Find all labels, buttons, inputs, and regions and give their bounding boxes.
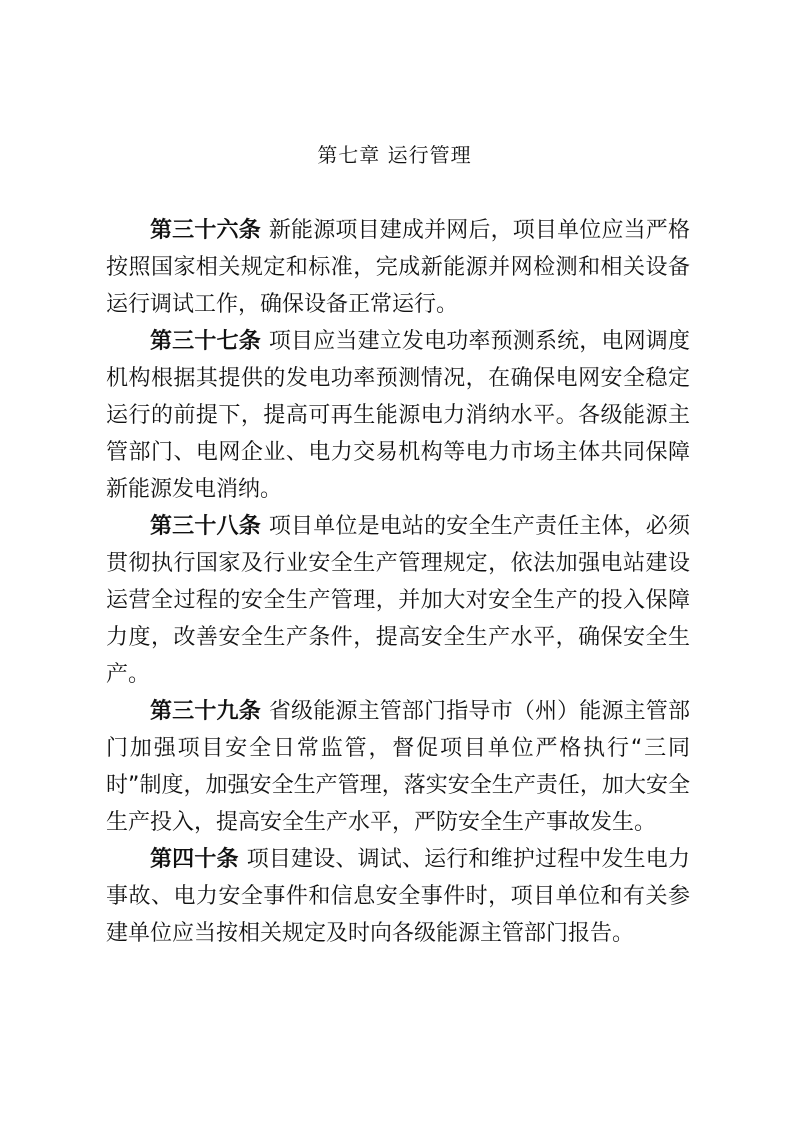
- article-36: [106, 212, 690, 323]
- article-39: [106, 693, 690, 841]
- article-text: 项目单位是电站的安全生产责任主体，必须贯彻执行国家及行业安全生产管理规定，依法加强电站建设运营全过程的安全生产管理，并加大对安全生产的投入保障力度，改善安全生产条件，提高安全生产水平，确保安全生产。: [106, 514, 690, 687]
- chapter-title: 第七章 运行管理: [317, 143, 472, 167]
- article-37: [106, 323, 690, 508]
- document-body: [106, 212, 690, 952]
- article-number: 第四十条: [150, 847, 239, 872]
- article-38: [106, 508, 690, 693]
- article-text: 项目应当建立发电功率预测系统，电网调度机构根据其提供的发电功率预测情况，在确保电网安全稳定运行的前提下，提高可再生能源电力消纳水平。各级能源主管部门、电网企业、电力交易机构等电力市场主体共同保障新能源发电消纳。: [106, 329, 690, 502]
- article-text: 项目建设、调试、运行和维护过程中发生电力事故、电力安全事件和信息安全事件时，项目单位和有关参建单位应当按相关规定及时向各级能源主管部门报告。: [106, 847, 690, 946]
- article-text: 省级能源主管部门指导市（州）能源主管部门加强项目安全日常监管，督促项目单位严格执行“三同时”制度，加强安全生产管理，落实安全生产责任，加大安全生产投入，提高安全生产水平，严防安全生产事故发生。: [106, 699, 690, 835]
- article-number: 第三十八条: [150, 514, 261, 539]
- article-number: 第三十七条: [150, 329, 261, 354]
- article-number: 第三十六条: [150, 218, 261, 243]
- article-number: 第三十九条: [150, 699, 261, 724]
- article-40: [106, 841, 690, 952]
- article-text: 新能源项目建成并网后，项目单位应当严格按照国家相关规定和标准，完成新能源并网检测和相关设备运行调试工作，确保设备正常运行。: [106, 218, 690, 317]
